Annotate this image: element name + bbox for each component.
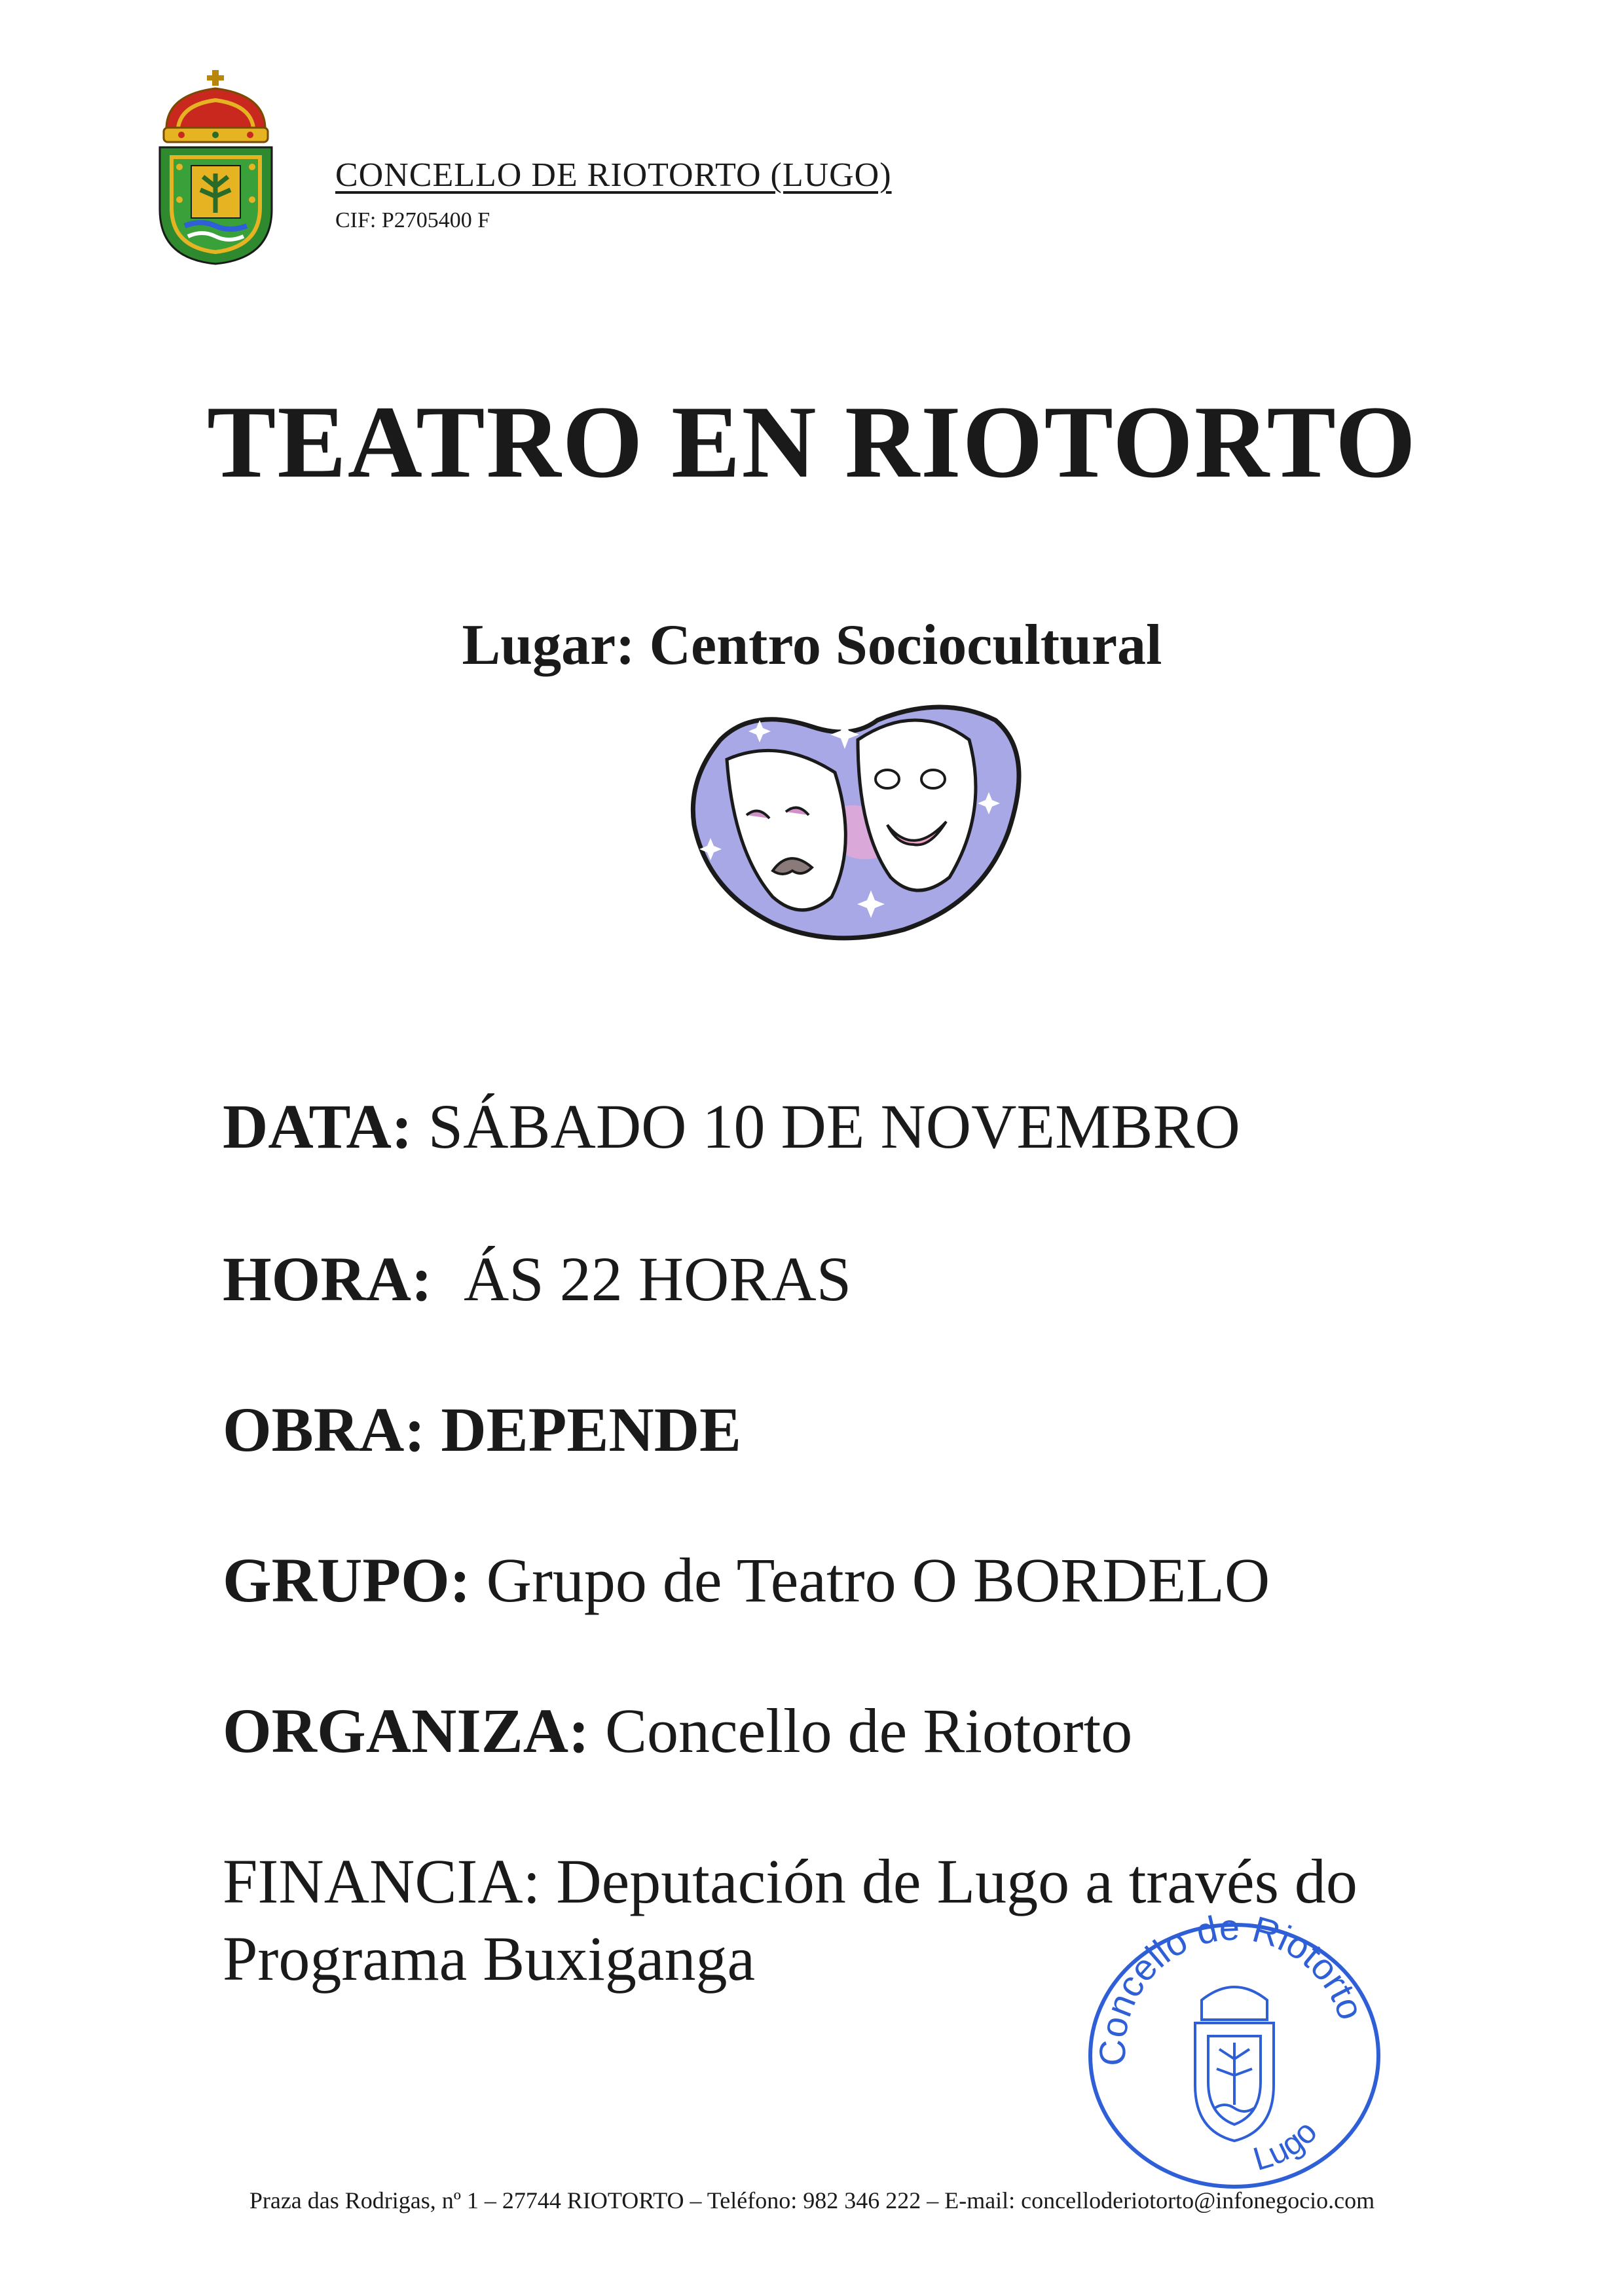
svg-text:Lugo <box>1249 2113 1324 2178</box>
date-value: SÁBADO 10 DE NOVEMBRO <box>428 1091 1240 1161</box>
stamp-top-text: Concello de Riotorto <box>1091 1908 1373 2067</box>
organizer-value: Concello de Riotorto <box>605 1696 1133 1766</box>
time-value: ÁS 22 HORAS <box>463 1244 852 1314</box>
organizer-label: ORGANIZA: <box>223 1696 590 1766</box>
date-label: DATA: <box>223 1091 413 1161</box>
header-cif: CIF: P2705400 F <box>335 208 490 232</box>
footer-contact: Praza das Rodrigas, nº 1 – 27744 RIOTORTO – Teléfono: 982 346 222 – E-mail: concelloderiotorto@infonegocio.com <box>249 2187 1375 2214</box>
event-play <box>223 1393 741 1466</box>
coat-of-arms-icon <box>152 69 280 265</box>
time-label: HORA: <box>223 1244 432 1314</box>
event-time <box>223 1243 851 1315</box>
event-date <box>223 1090 1240 1163</box>
group-label: GRUPO: <box>223 1545 471 1615</box>
event-group <box>223 1544 1270 1616</box>
official-stamp-icon <box>1080 1908 1388 2190</box>
theatre-masks-icon <box>681 681 1035 943</box>
play-text: OBRA: DEPENDE <box>223 1394 742 1465</box>
event-organizer <box>223 1694 1132 1767</box>
event-funding: FINANCIA: Deputación de Lugo a través do Programa Buxiganga <box>223 1846 1357 1994</box>
group-value: Grupo de Teatro O BORDELO <box>486 1545 1270 1615</box>
page-title: TEATRO EN RIOTORTO <box>207 385 1417 500</box>
header-org-name: CONCELLO DE RIOTORTO (LUGO) <box>335 156 892 194</box>
venue-line: Lugar: Centro Sociocultural <box>462 613 1162 677</box>
stamp-bottom-text: Lugo <box>1249 2113 1324 2178</box>
